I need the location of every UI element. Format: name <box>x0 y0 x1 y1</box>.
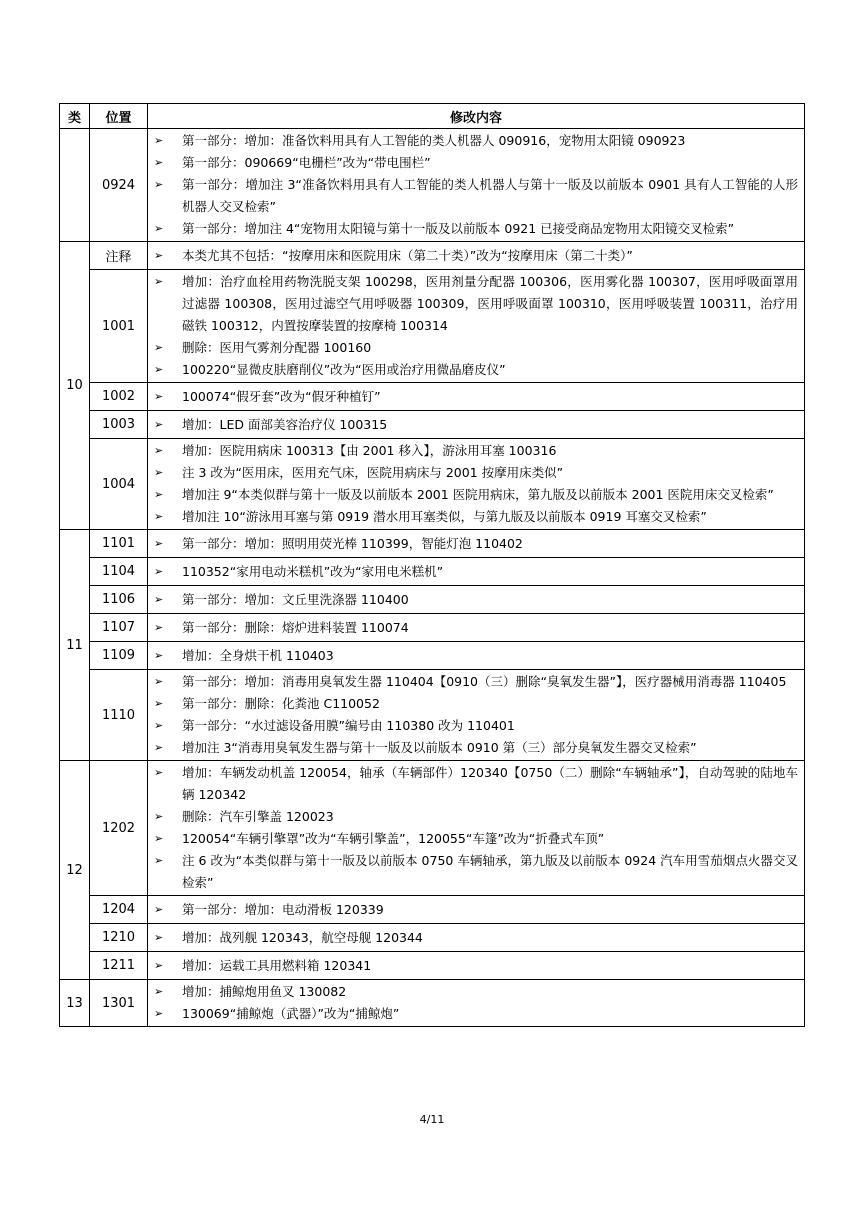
list-item <box>154 561 798 583</box>
content-cell <box>148 980 805 1027</box>
content-cell <box>148 896 805 924</box>
arrow-bullet-icon: ➢ <box>154 958 164 972</box>
class-cell <box>60 129 90 242</box>
list-item <box>154 271 798 337</box>
list-item <box>154 737 798 759</box>
table-row <box>60 924 805 952</box>
list-item <box>154 589 798 611</box>
item-text: 增加：医院用病床 100313【由 2001 移入】，游泳用耳塞 100316 <box>182 443 557 458</box>
arrow-bullet-icon: ➢ <box>154 697 164 710</box>
item-text: 第一部分：增加：文丘里洗涤器 110400 <box>182 591 409 607</box>
arrow-bullet-icon: ➢ <box>154 275 164 288</box>
item-text: 第一部分：增加：电动滑板 120339 <box>182 901 384 917</box>
list-item <box>154 927 798 949</box>
position-cell: 1301 <box>90 980 148 1027</box>
arrow-bullet-icon: ➢ <box>154 389 164 403</box>
table-row <box>60 614 805 642</box>
arrow-bullet-icon: ➢ <box>154 248 164 262</box>
list-item <box>154 850 798 894</box>
table-row <box>60 242 805 270</box>
arrow-bullet-icon: ➢ <box>154 902 164 916</box>
list-item <box>154 806 798 828</box>
arrow-bullet-icon: ➢ <box>154 810 164 823</box>
content-cell <box>148 670 805 761</box>
list-item <box>154 218 798 240</box>
item-text: 100220“显微皮肤磨削仪”改为“医用或治疗用微晶磨皮仪” <box>182 362 506 377</box>
list-item <box>154 440 798 462</box>
list-item <box>154 359 798 381</box>
arrow-bullet-icon: ➢ <box>154 178 164 191</box>
item-text: 增加：车辆发动机盖 120054，轴承（车辆部件）120340【0750（二）删除“车辆轴承”】，自动驾驶的陆地车辆 120342 <box>182 765 798 802</box>
position-cell: 注释 <box>90 242 148 270</box>
item-text: 注 3 改为“医用床，医用充气床，医院用病床与 2001 按摩用床类似” <box>182 465 564 480</box>
item-text: 增加：战列舰 120343，航空母舰 120344 <box>182 929 423 945</box>
item-text: 第一部分：删除：熔炉进料装置 110074 <box>182 619 409 635</box>
arrow-bullet-icon: ➢ <box>154 488 164 501</box>
arrow-bullet-icon: ➢ <box>154 620 164 634</box>
item-text: 第一部分：090669“电栅栏”改为“带电围栏” <box>182 155 431 170</box>
arrow-bullet-icon: ➢ <box>154 1007 164 1020</box>
position-cell: 1204 <box>90 896 148 924</box>
content-cell <box>148 439 805 530</box>
table-body <box>60 129 805 1027</box>
class-cell: 11 <box>60 530 90 761</box>
table-header-row <box>60 104 805 129</box>
list-item <box>154 762 798 806</box>
table-row <box>60 439 805 530</box>
item-text: 120054“车辆引擎罩”改为“车辆引擎盖”，120055“车篷”改为“折叠式车顶” <box>182 831 605 846</box>
header-position: 位置 <box>90 104 148 129</box>
content-cell <box>148 558 805 586</box>
table-row <box>60 383 805 411</box>
table-row <box>60 129 805 242</box>
arrow-bullet-icon: ➢ <box>154 536 164 550</box>
item-text: 第一部分：增加注 4“宠物用太阳镜与第十一版及以前版本 0921 已接受商品宠物用太阳镜交叉检索” <box>182 221 735 236</box>
arrow-bullet-icon: ➢ <box>154 930 164 944</box>
arrow-bullet-icon: ➢ <box>154 444 164 457</box>
list-item <box>154 715 798 737</box>
arrow-bullet-icon: ➢ <box>154 741 164 754</box>
item-text: 注 6 改为“本类似群与第十一版及以前版本 0750 车辆轴承，第九版及以前版本 0924 汽车用雪茄烟点火器交叉检索” <box>182 853 798 890</box>
class-cell: 10 <box>60 242 90 530</box>
list-item <box>154 152 798 174</box>
arrow-bullet-icon: ➢ <box>154 854 164 867</box>
item-text: 130069“捕鲸炮（武器）”改为“捕鲸炮” <box>182 1006 400 1021</box>
item-text: 第一部分：“水过滤设备用膜”编号由 110380 改为 110401 <box>182 718 515 733</box>
position-cell: 1110 <box>90 670 148 761</box>
position-cell: 1211 <box>90 952 148 980</box>
content-cell <box>148 383 805 411</box>
arrow-bullet-icon: ➢ <box>154 466 164 479</box>
table-row <box>60 270 805 383</box>
item-text: 增加：捕鲸炮用鱼叉 130082 <box>182 984 347 999</box>
content-cell <box>148 924 805 952</box>
table-row <box>60 530 805 558</box>
content-cell <box>148 952 805 980</box>
position-cell: 1107 <box>90 614 148 642</box>
position-cell: 1106 <box>90 586 148 614</box>
list-item <box>154 899 798 921</box>
position-cell: 1210 <box>90 924 148 952</box>
position-cell: 1101 <box>90 530 148 558</box>
position-cell: 1104 <box>90 558 148 586</box>
list-item <box>154 337 798 359</box>
item-text: 增加注 10“游泳用耳塞与第 0919 潜水用耳塞类似，与第九版及以前版本 0919 耳塞交叉检索” <box>182 509 707 524</box>
list-item <box>154 386 798 408</box>
list-item <box>154 693 798 715</box>
list-item <box>154 484 798 506</box>
arrow-bullet-icon: ➢ <box>154 156 164 169</box>
table-row <box>60 896 805 924</box>
item-text: 第一部分：增加：准备饮料用具有人工智能的类人机器人 090916，宠物用太阳镜 090923 <box>182 133 686 148</box>
item-text: 第一部分：增加注 3“准备饮料用具有人工智能的类人机器人与第十一版及以前版本 0901 具有人工智能的人形机器人交叉检索” <box>182 177 798 214</box>
content-cell <box>148 411 805 439</box>
item-text: 删除：汽车引擎盖 120023 <box>182 809 334 824</box>
arrow-bullet-icon: ➢ <box>154 766 164 779</box>
list-item <box>154 617 798 639</box>
content-cell <box>148 761 805 896</box>
header-content: 修改内容 <box>148 104 805 129</box>
table-row <box>60 411 805 439</box>
arrow-bullet-icon: ➢ <box>154 719 164 732</box>
header-class: 类 <box>60 104 90 129</box>
table-row <box>60 952 805 980</box>
arrow-bullet-icon: ➢ <box>154 648 164 662</box>
arrow-bullet-icon: ➢ <box>154 363 164 376</box>
position-cell: 1202 <box>90 761 148 896</box>
item-text: 增加注 3“消毒用臭氧发生器与第十一版及以前版本 0910 第（三）部分臭氧发生器交叉检索” <box>182 740 697 755</box>
item-text: 增加：全身烘干机 110403 <box>182 647 334 663</box>
arrow-bullet-icon: ➢ <box>154 832 164 845</box>
arrow-bullet-icon: ➢ <box>154 985 164 998</box>
position-cell: 1002 <box>90 383 148 411</box>
table-row <box>60 980 805 1027</box>
list-item <box>154 414 798 436</box>
table-row <box>60 670 805 761</box>
position-cell: 0924 <box>90 129 148 242</box>
item-text: 第一部分：删除：化粪池 C110052 <box>182 696 380 711</box>
table-row <box>60 642 805 670</box>
table-row <box>60 761 805 896</box>
table-row <box>60 558 805 586</box>
content-cell <box>148 530 805 558</box>
arrow-bullet-icon: ➢ <box>154 592 164 606</box>
item-text: 100074“假牙套”改为“假牙种植钉” <box>182 388 381 404</box>
content-cell <box>148 614 805 642</box>
page-number: 4/11 <box>419 1113 445 1126</box>
content-cell <box>148 642 805 670</box>
list-item <box>154 1003 798 1025</box>
arrow-bullet-icon: ➢ <box>154 675 164 688</box>
arrow-bullet-icon: ➢ <box>154 417 164 431</box>
list-item <box>154 981 798 1003</box>
list-item <box>154 245 798 267</box>
arrow-bullet-icon: ➢ <box>154 510 164 523</box>
class-cell: 12 <box>60 761 90 980</box>
table-row <box>60 586 805 614</box>
list-item <box>154 828 798 850</box>
item-text: 增加：运载工具用燃料箱 120341 <box>182 957 372 973</box>
list-item <box>154 506 798 528</box>
item-text: 110352“家用电动米糕机”改为“家用电米糕机” <box>182 563 444 579</box>
position-cell: 1001 <box>90 270 148 383</box>
item-text: 增加：LED 面部美容治疗仪 100315 <box>182 416 388 432</box>
item-text: 增加注 9“本类似群与第十一版及以前版本 2001 医院用病床，第九版及以前版本 2001 医院用床交叉检索” <box>182 487 774 502</box>
list-item <box>154 645 798 667</box>
item-text: 第一部分：增加：照明用荧光棒 110399，智能灯泡 110402 <box>182 535 523 551</box>
arrow-bullet-icon: ➢ <box>154 341 164 354</box>
list-item <box>154 533 798 555</box>
modification-table <box>59 103 805 1027</box>
arrow-bullet-icon: ➢ <box>154 134 164 147</box>
content-cell <box>148 129 805 242</box>
item-text: 本类尤其不包括：“按摩用床和医院用床（第二十类）”改为“按摩用床（第二十类）” <box>182 247 633 263</box>
item-text: 第一部分：增加：消毒用臭氧发生器 110404【0910（三）删除“臭氧发生器”】，医疗器械用消毒器 110405 <box>182 674 787 689</box>
content-cell <box>148 242 805 270</box>
position-cell: 1109 <box>90 642 148 670</box>
item-text: 删除：医用气雾剂分配器 100160 <box>182 340 372 355</box>
list-item <box>154 174 798 218</box>
arrow-bullet-icon: ➢ <box>154 564 164 578</box>
position-cell: 1003 <box>90 411 148 439</box>
arrow-bullet-icon: ➢ <box>154 222 164 235</box>
list-item <box>154 462 798 484</box>
position-cell: 1004 <box>90 439 148 530</box>
content-cell <box>148 586 805 614</box>
list-item <box>154 955 798 977</box>
content-cell <box>148 270 805 383</box>
item-text: 增加：治疗血栓用药物洗脱支架 100298，医用剂量分配器 100306，医用雾化器 100307，医用呼吸面罩用过滤器 100308，医用过滤空气用呼吸器 100309，医用呼吸面罩 100310，医用呼吸装置 100311，治疗用磁铁 100312，内置按摩装置的按摩椅 100314 <box>182 274 798 333</box>
class-cell: 13 <box>60 980 90 1027</box>
list-item <box>154 671 798 693</box>
list-item <box>154 130 798 152</box>
